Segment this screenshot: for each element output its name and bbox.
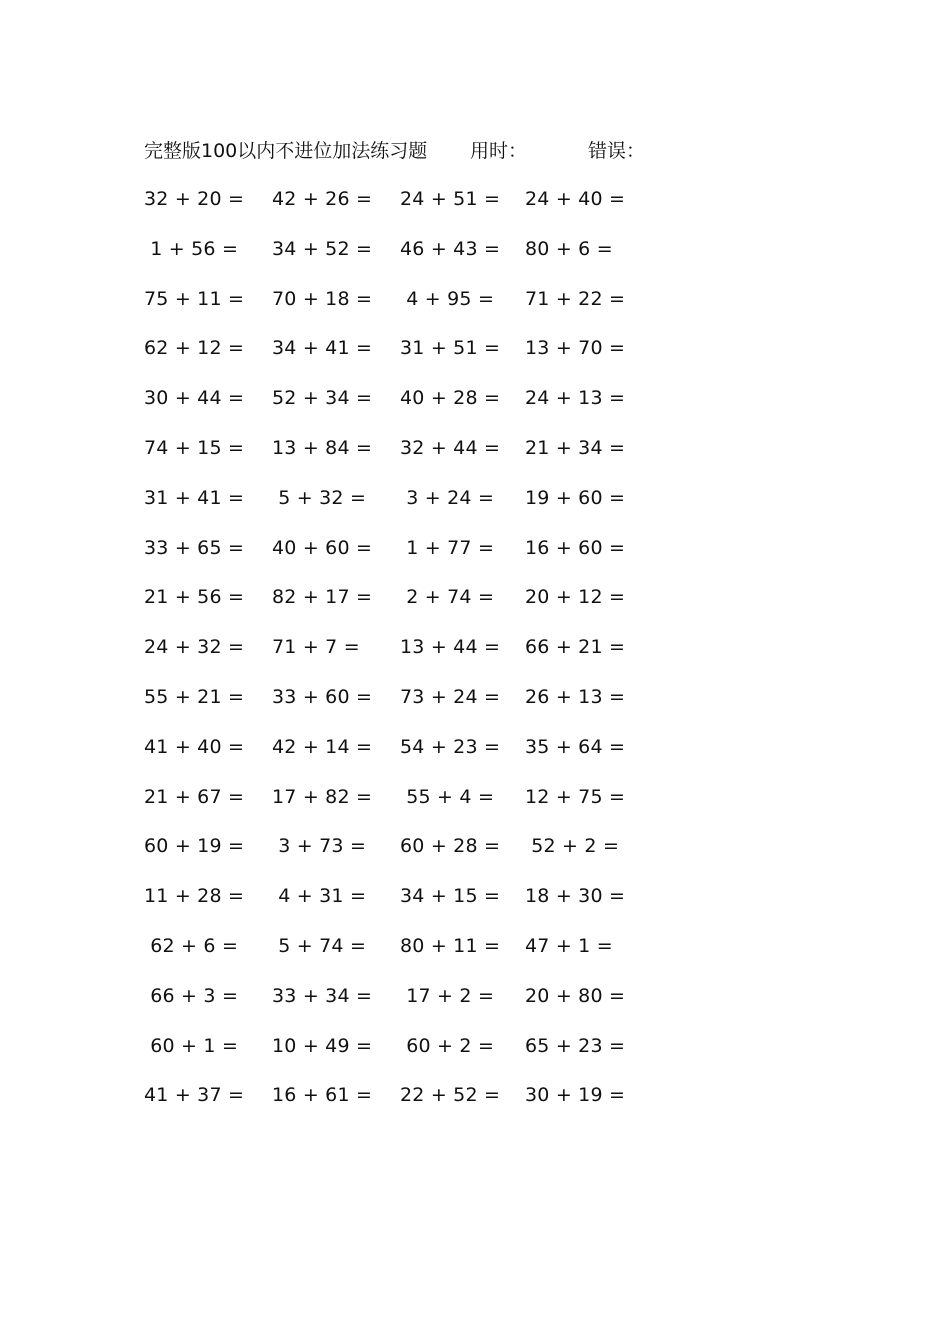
problem-item: 33 + 34 =: [272, 984, 373, 1007]
problem-item: 13 + 44 =: [400, 636, 501, 659]
problem-item: 3 + 73 =: [272, 835, 367, 858]
page-title: 完整版100以内不进位加法练习题: [144, 140, 428, 162]
problem-item: 32 + 44 =: [400, 436, 501, 459]
problem-item: 11 + 28 =: [144, 885, 245, 908]
problem-item: 18 + 30 =: [525, 885, 626, 908]
problem-item: 5 + 32 =: [272, 486, 367, 509]
problem-item: 5 + 74 =: [272, 934, 367, 957]
problem-item: 32 + 20 =: [144, 188, 245, 210]
problem-row: [0, 483, 950, 533]
problem-item: 35 + 64 =: [525, 735, 626, 758]
problem-row: [0, 732, 950, 782]
problem-item: 80 + 11 =: [400, 934, 501, 957]
problem-item: 33 + 65 =: [144, 536, 245, 559]
problem-item: 19 + 60 =: [525, 486, 626, 509]
problem-item: 2 + 74 =: [400, 586, 495, 609]
problem-row: [0, 184, 950, 234]
problem-row: [0, 533, 950, 583]
problem-row: [0, 284, 950, 334]
problem-item: 16 + 60 =: [525, 536, 626, 559]
problem-row: [0, 782, 950, 832]
problem-row: [0, 234, 950, 284]
problem-item: 17 + 82 =: [272, 785, 373, 808]
problem-item: 12 + 75 =: [525, 785, 626, 808]
problem-item: 66 + 3 =: [144, 984, 239, 1007]
problem-row: [0, 383, 950, 433]
problem-item: 73 + 24 =: [400, 685, 501, 708]
problem-item: 21 + 67 =: [144, 785, 245, 808]
problem-item: 74 + 15 =: [144, 436, 245, 459]
problem-item: 30 + 44 =: [144, 387, 245, 410]
problem-item: 55 + 21 =: [144, 685, 245, 708]
problem-item: 71 + 22 =: [525, 287, 626, 310]
problem-item: 1 + 56 =: [144, 237, 239, 260]
problem-item: 41 + 37 =: [144, 1084, 245, 1107]
problem-item: 62 + 12 =: [144, 337, 245, 360]
problem-item: 24 + 13 =: [525, 387, 626, 410]
problem-item: 34 + 15 =: [400, 885, 501, 908]
problem-item: 42 + 14 =: [272, 735, 373, 758]
problem-item: 1 + 77 =: [400, 536, 495, 559]
problem-item: 26 + 13 =: [525, 685, 626, 708]
problem-row: [0, 682, 950, 732]
problem-item: 52 + 2 =: [525, 835, 620, 858]
problem-item: 20 + 12 =: [525, 586, 626, 609]
problem-item: 41 + 40 =: [144, 735, 245, 758]
problem-row: [0, 981, 950, 1031]
problem-item: 4 + 95 =: [400, 287, 495, 310]
problem-item: 47 + 1 =: [525, 934, 613, 957]
problem-item: 33 + 60 =: [272, 685, 373, 708]
problem-item: 60 + 28 =: [400, 835, 501, 858]
problem-item: 4 + 31 =: [272, 885, 367, 908]
problem-item: 40 + 60 =: [272, 536, 373, 559]
problem-row: [0, 881, 950, 931]
problem-item: 17 + 2 =: [400, 984, 495, 1007]
problem-item: 24 + 51 =: [400, 188, 501, 210]
error-label: 错误：: [588, 140, 646, 162]
problem-item: 40 + 28 =: [400, 387, 501, 410]
problem-item: 21 + 34 =: [525, 436, 626, 459]
problem-item: 42 + 26 =: [272, 188, 373, 210]
problem-item: 60 + 2 =: [400, 1034, 495, 1057]
problem-item: 3 + 24 =: [400, 486, 495, 509]
problem-item: 13 + 84 =: [272, 436, 373, 459]
problem-item: 65 + 23 =: [525, 1034, 626, 1057]
problem-item: 16 + 61 =: [272, 1084, 373, 1107]
problem-item: 34 + 52 =: [272, 237, 373, 260]
problem-row: [0, 1080, 950, 1130]
problem-row: [0, 632, 950, 682]
problem-item: 54 + 23 =: [400, 735, 501, 758]
problem-row: [0, 931, 950, 981]
problem-item: 80 + 6 =: [525, 237, 613, 260]
problem-item: 52 + 34 =: [272, 387, 373, 410]
problem-item: 60 + 1 =: [144, 1034, 239, 1057]
problem-row: [0, 831, 950, 881]
problem-item: 62 + 6 =: [144, 934, 239, 957]
problem-item: 66 + 21 =: [525, 636, 626, 659]
problem-row: [0, 433, 950, 483]
problem-item: 82 + 17 =: [272, 586, 373, 609]
problem-item: 21 + 56 =: [144, 586, 245, 609]
problem-item: 10 + 49 =: [272, 1034, 373, 1057]
problem-item: 30 + 19 =: [525, 1084, 626, 1107]
problem-item: 24 + 40 =: [525, 188, 626, 210]
problem-row: [0, 1031, 950, 1081]
problem-item: 24 + 32 =: [144, 636, 245, 659]
problem-row: [0, 582, 950, 632]
time-label: 用时：: [470, 140, 528, 162]
problem-item: 71 + 7 =: [272, 636, 360, 659]
problem-row: [0, 333, 950, 383]
problem-item: 70 + 18 =: [272, 287, 373, 310]
problem-item: 60 + 19 =: [144, 835, 245, 858]
problem-item: 55 + 4 =: [400, 785, 495, 808]
problem-item: 34 + 41 =: [272, 337, 373, 360]
problem-item: 31 + 51 =: [400, 337, 501, 360]
problem-item: 13 + 70 =: [525, 337, 626, 360]
problem-item: 46 + 43 =: [400, 237, 501, 260]
problem-item: 75 + 11 =: [144, 287, 245, 310]
problem-item: 31 + 41 =: [144, 486, 245, 509]
problem-item: 22 + 52 =: [400, 1084, 501, 1107]
problem-grid: [0, 184, 950, 1130]
problem-item: 20 + 80 =: [525, 984, 626, 1007]
